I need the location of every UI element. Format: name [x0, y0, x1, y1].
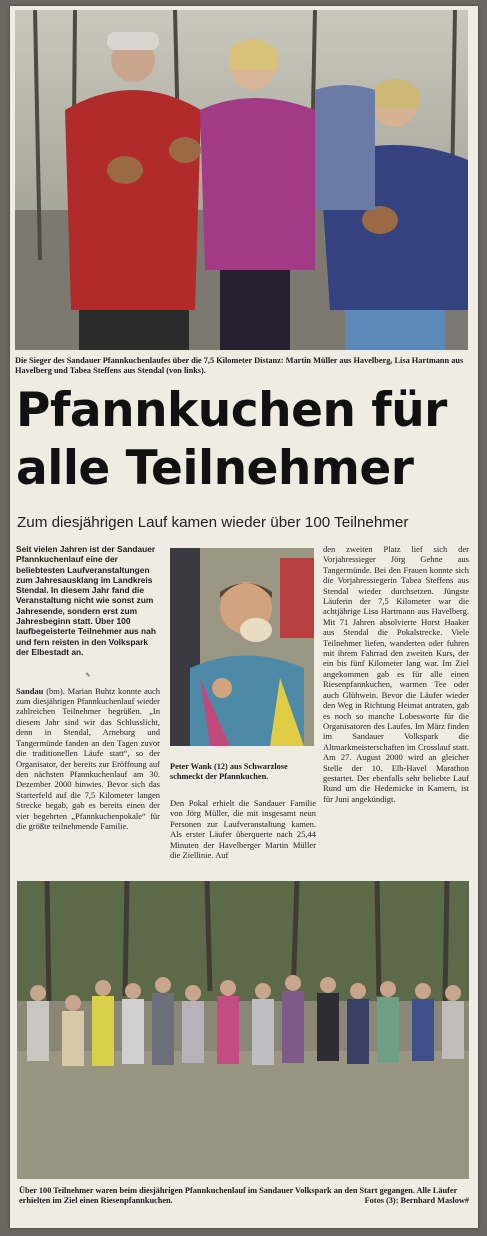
body-col1-text: Marian Buhtz konnte auch zum diesjährigen Pfannkuchenlauf wieder zahlreichen Teilnehmer begrüßen. „In diesem Jahr sind wir das Schlusslicht, denn in Stendal, Arneburg und Tangermünde fanden an den Tagen zuvor die traditionellen Läufe statt“, so der Organisator, der bereits zur Eröffnung auf den nächsten Pfannkuchenlauf am 30. Dezember 2000 hinwies. Bevor sich das Starterfeld auf die 7,5 Kilometer langen Strecke begab, gab es bereits einen der vier begehrten „Pfannkuchenpokale“ für die größte teilnehmende Familie.	[16, 685, 161, 831]
mid-photo-boy	[170, 548, 314, 746]
article-column-1	[16, 544, 160, 831]
author-tag: (bm).	[46, 685, 65, 696]
article-column-3	[323, 544, 469, 804]
article-intro: Seit vielen Jahren ist der Sandauer Pfannkuchenlauf eine der beliebtesten Laufveranstaltungen zum Jahresausklang im Landkreis Stendal. In diesem Jahr fand die Veranstaltung nicht wie sonst zum Jahresende, sondern erst zum Jahresbeginn statt. Über 100 laufbegeisterte Teilnehmer aus nah und fern reisten in den Volkspark der Elbestadt an.	[16, 544, 156, 657]
boy-photo-illustration	[170, 548, 314, 746]
separator-mark: ✎	[85, 673, 91, 680]
dateline: Sandau	[16, 685, 44, 696]
bottom-photo-runners	[17, 881, 469, 1179]
headline	[16, 382, 468, 498]
body-col3-text: den zweiten Platz lief sich der Vorjahressieger Jörg Gehne aus Tangermünde. Bei den Frauen konnte sich die Vorjahressiegerin Tabea Steffens aus Stendal wieder durchsetzen. Jüngste Läuferin der 7,5 Kilometer war die achtjährige Lisa Hartmann aus Havelberg. Mit 71 Jahren absolvierte Horst Haaker aus Stendal die Pokalstrecke. Viele Teilnehmer liefen, wanderten oder fuhren mit ihrem Fahrrad den zweiten Kurs, der ein bis fünf Kilometer lang war. Im Ziel angekommen gab es für alle einen Riesenpfannkuchen, warmen Tee oder auch Glühwein. Bevor die Läufer wieder den Weg in Richtung Heimat antraten, gab es noch so manche Lobesworte für die Organisatoren des Laufes. Im März finden im Sandauer Volkspark die Altmarkmeisterschaften im Crosslauf statt. Am 27. August 2000 wird an gleicher Stelle der 10. Elb-Havel Marathon gestartet. Der ebenfalls sehr beliebte Lauf Rund um die Hedemicke in Kamern, ist für Juni angekündigt.	[323, 544, 469, 804]
body-col2-text: Den Pokal erhielt die Sandauer Familie von Jörg Müller, die mit insgesamt neun Personen zur Laufveranstaltung kamen. Als erster Läufer überquerte nach 25,44 Minuten der Havelberger Martin Müller die Ziellinie. Auf	[170, 798, 316, 861]
bottom-photo-caption	[19, 1186, 469, 1206]
winners-photo-illustration	[15, 10, 468, 350]
headline-line-1: Pfannkuchen für	[16, 383, 447, 438]
top-photo-winners	[15, 10, 468, 350]
newspaper-clipping	[10, 6, 478, 1228]
top-photo-caption: Die Sieger des Sandauer Pfannkuchenlaufes über die 7,5 Kilometer Distanz: Martin Müller aus Havelberg, Lisa Hartmann aus Havelberg und Tabea Steffens aus Stendal (von links).	[15, 356, 464, 375]
mid-photo-caption: Peter Wank (12) aus Schwarzlose schmeckt der Pfannkuchen.	[170, 762, 288, 781]
runners-photo-illustration	[17, 881, 469, 1179]
headline-line-2: alle Teilnehmer	[16, 441, 414, 496]
bottom-caption-text: Über 100 Teilnehmer waren beim diesjährigen Pfannkuchenlauf im Sandauer Volkspark an den Start gegangen. Alle Läufer erhielten im Ziel einen Riesenpfannkuchen.	[19, 1186, 458, 1205]
subheadline: Zum diesjährigen Lauf kamen wieder über 100 Teilnehmer	[17, 514, 409, 531]
photo-credit: Fotos (3): Bernhard Maslow#	[364, 1196, 469, 1205]
article-column-2	[170, 798, 316, 860]
article-body-col1	[16, 686, 160, 832]
